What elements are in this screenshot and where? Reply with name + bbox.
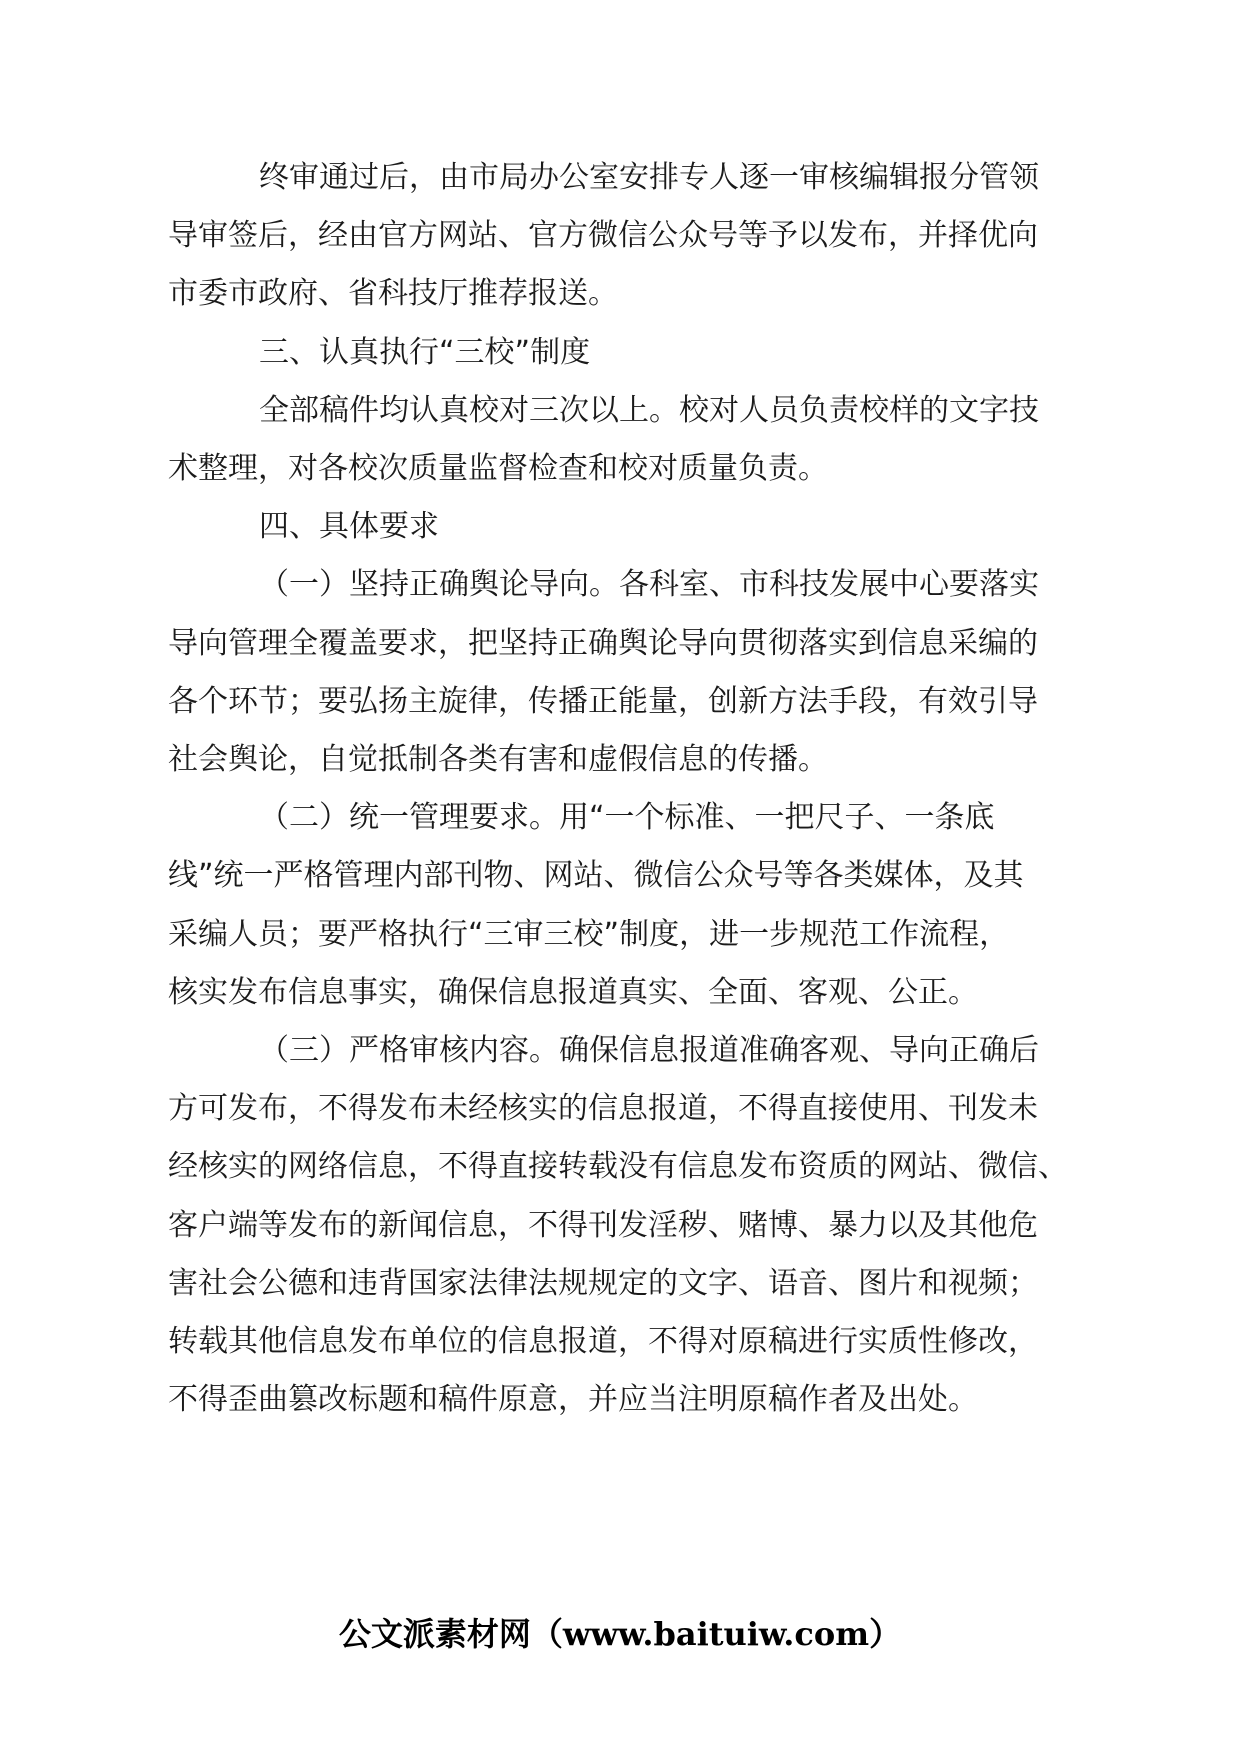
text-line: 三、认真执行“三校”制度 [259, 334, 591, 370]
text-line: 经核实的网络信息，不得直接转载没有信息发布资质的网站、微信、 [168, 1149, 1068, 1185]
text-line: 导审签后，经由官方网站、官方微信公众号等予以发布，并择优向 [168, 218, 1038, 254]
text-line: 不得歪曲篡改标题和稿件原意，并应当注明原稿作者及出处。 [168, 1382, 978, 1418]
text-line: 术整理，对各校次质量监督检查和校对质量负责。 [168, 451, 828, 486]
text-line: 市委市政府、省科技厅推荐报送。 [168, 276, 618, 312]
text-line: 导向管理全覆盖要求，把坚持正确舆论导向贯彻落实到信息采编的 [168, 625, 1038, 661]
text-line: （一）坚持正确舆论导向。各科室、市科技发展中心要落实 [259, 567, 1039, 603]
text-line: 采编人员；要严格执行“三审三校”制度，进一步规范工作流程， [168, 916, 1010, 952]
text-line: 社会舆论，自觉抵制各类有害和虚假信息的传播。 [168, 742, 828, 777]
text-line: 线”统一严格管理内部刊物、网站、微信公众号等各类媒体，及其 [168, 858, 1024, 894]
text-line: 终审通过后，由市局办公室安排专人逐一审核编辑报分管领 [259, 160, 1039, 195]
text-line: 核实发布信息事实，确保信息报道真实、全面、客观、公正。 [168, 974, 978, 1010]
text-line: 全部稿件均认真校对三次以上。校对人员负责校样的文字技 [259, 392, 1039, 428]
text-line: 转载其他信息发布单位的信息报道，不得对原稿进行实质性修改， [168, 1324, 1038, 1359]
text-line: 客户端等发布的新闻信息，不得刊发淫秽、赌博、暴力以及其他危 [168, 1207, 1038, 1243]
footer-watermark: 公文派素材网（www.baituiw.com） [338, 1615, 902, 1653]
text-line: （二）统一管理要求。用“一个标准、一把尺子、一条底 [259, 800, 995, 836]
text-line: 各个环节；要弘扬主旋律，传播正能量，创新方法手段，有效引导 [168, 683, 1038, 719]
text-line: 害社会公德和违背国家法律法规规定的文字、语音、图片和视频； [168, 1265, 1038, 1301]
text-line: （三）严格审核内容。确保信息报道准确客观、导向正确后 [259, 1033, 1039, 1068]
text-line: 方可发布，不得发布未经核实的信息报道，不得直接使用、刊发未 [168, 1091, 1038, 1127]
text-line: 四、具体要求 [259, 509, 439, 545]
